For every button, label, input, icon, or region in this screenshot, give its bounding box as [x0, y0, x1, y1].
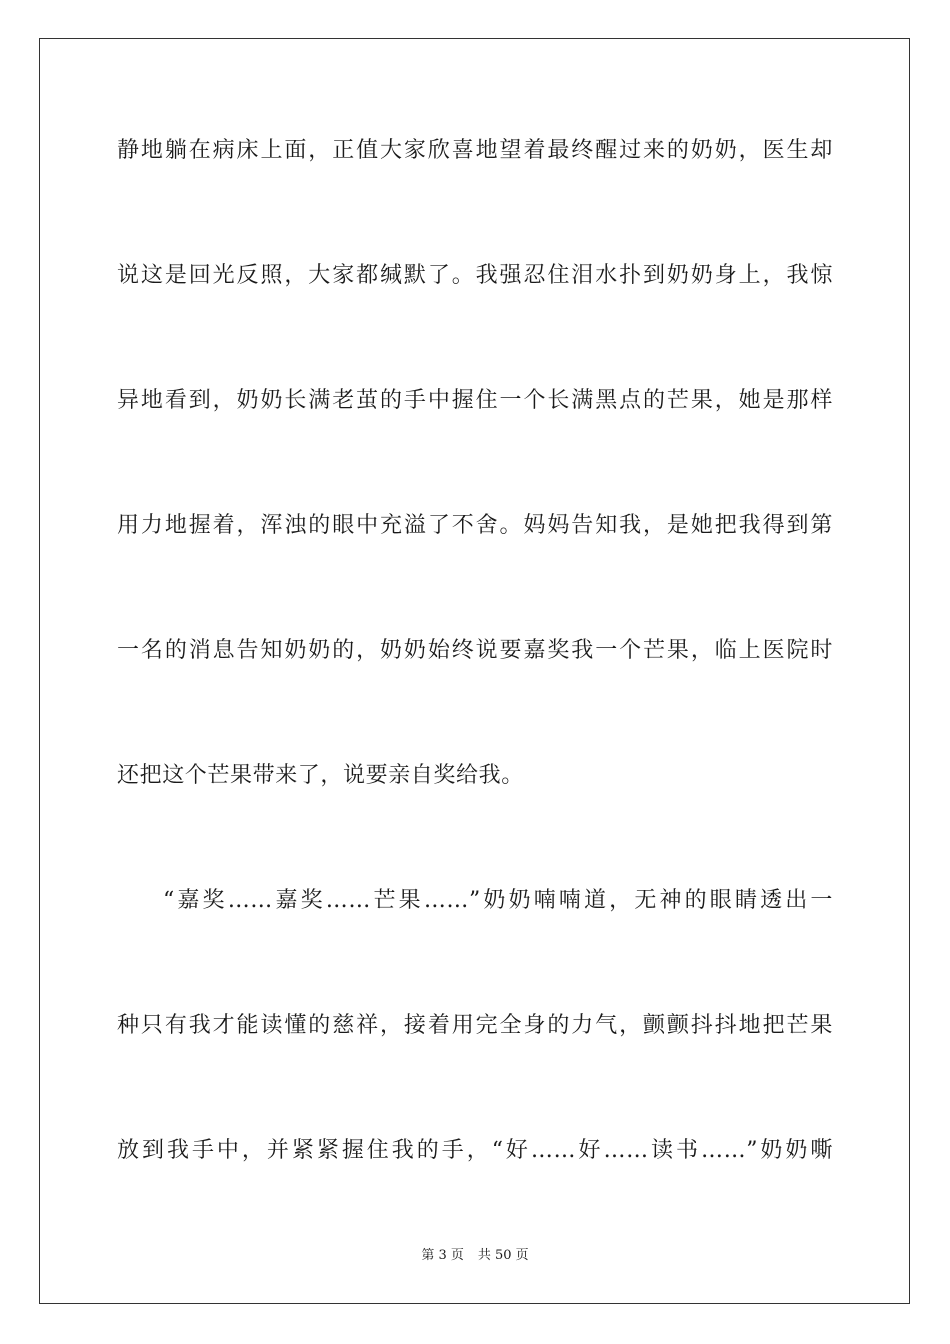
paragraph-line: 用力地握着，浑浊的眼中充溢了不舍。妈妈告知我，是她把我得到第 [117, 513, 833, 538]
page-frame [39, 38, 910, 1304]
page-total: 共 50 页 [477, 1248, 529, 1263]
paragraph-line: 一名的消息告知奶奶的，奶奶始终说要嘉奖我一个芒果，临上医院时 [117, 638, 833, 663]
paragraph-line: “嘉奖……嘉奖……芒果……”奶奶喃喃道，无神的眼睛透出一 [163, 888, 833, 913]
paragraph-line: 种只有我才能读懂的慈祥，接着用完全身的力气，颤颤抖抖地把芒果 [117, 1013, 833, 1038]
paragraph-line: 还把这个芒果带来了，说要亲自奖给我。 [117, 763, 524, 788]
page-number: 第 3 页 [421, 1248, 464, 1263]
paragraph-line: 静地躺在病床上面，正值大家欣喜地望着最终醒过来的奶奶，医生却 [117, 138, 833, 163]
paragraph-line: 异地看到，奶奶长满老茧的手中握住一个长满黑点的芒果，她是那样 [117, 388, 833, 413]
paragraph-line: 放到我手中，并紧紧握住我的手，“好……好……读书……”奶奶嘶 [117, 1138, 833, 1163]
paragraph-line: 说这是回光反照，大家都缄默了。我强忍住泪水扑到奶奶身上，我惊 [117, 263, 833, 288]
page-footer [0, 1247, 950, 1265]
